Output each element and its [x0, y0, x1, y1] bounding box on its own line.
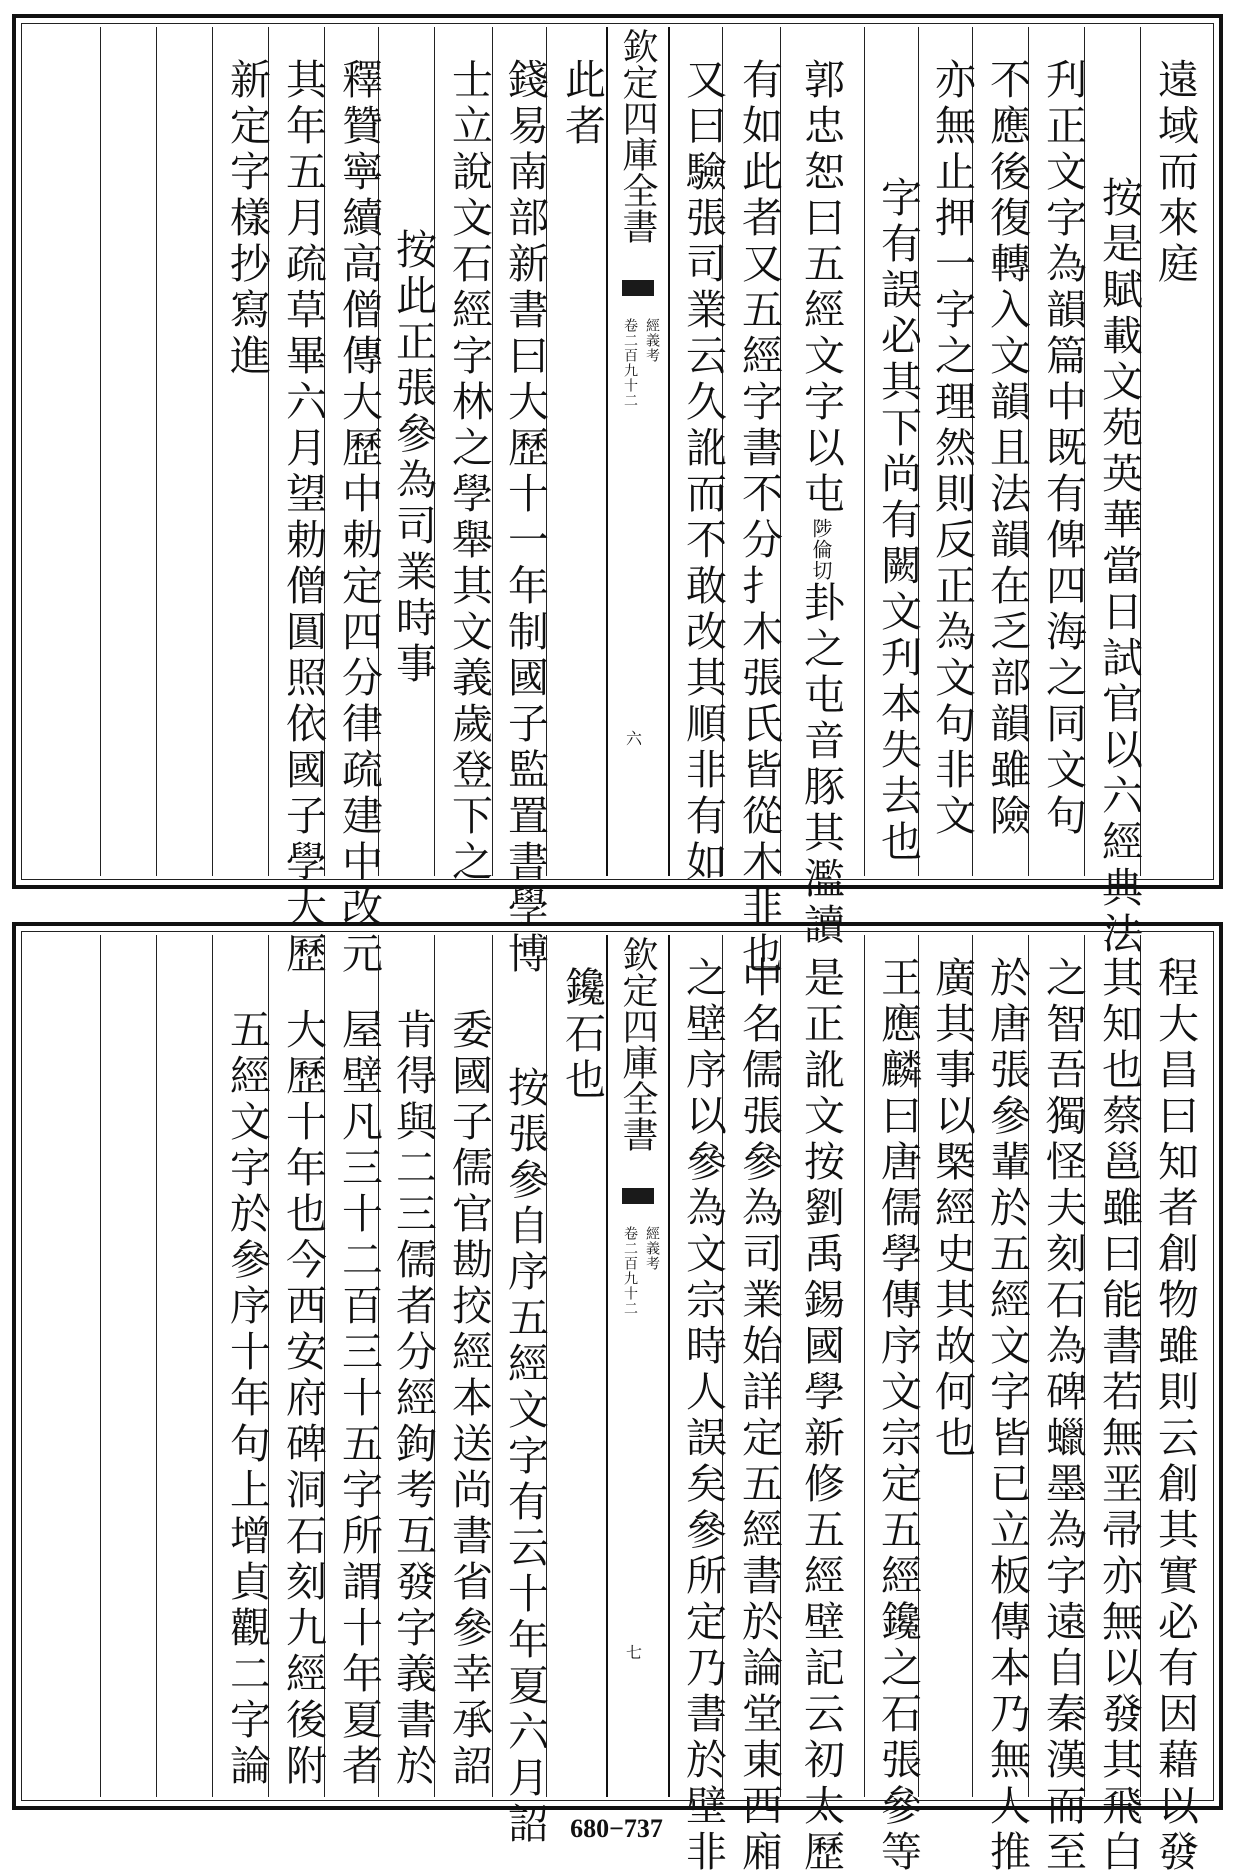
text-column: 不應後復轉入文韻且法韻在乏部韻雖險	[983, 58, 1031, 840]
text-segment: 卦之屯音豚其濫讀	[797, 581, 845, 949]
column-rule	[722, 935, 723, 1797]
text-column: 字有誤必其下尚有闕文刋本失去也	[874, 176, 922, 866]
column-rule	[918, 27, 919, 876]
text-column: 程大昌曰知者創物雖則云創其實必有因藉以發	[1151, 956, 1199, 1876]
text-column: 委國子儒官勘挍經本送尚書省參幸承詔	[445, 1008, 493, 1790]
text-column: 士立說文石經字林之學舉其文義歲登下之	[445, 58, 493, 886]
column-rule	[434, 935, 435, 1797]
center-margin-rule-left	[606, 27, 608, 876]
text-column: 大歷十年也今西安府碑洞石刻九經後附	[279, 1008, 327, 1790]
inline-note-line: 陟倫	[809, 518, 833, 560]
text-column: 於唐張參輩於五經文字皆已立板傳本乃無人推	[983, 956, 1031, 1876]
text-column: 按是賦載文苑英華當日試官以六經典法	[1095, 176, 1143, 958]
text-column: 王應麟曰唐儒學傳序文宗定五經鑱之石張參等	[874, 956, 922, 1876]
text-column: 屋壁凡三十二百三十五字所謂十年夏者	[335, 1008, 383, 1790]
column-rule	[378, 27, 379, 876]
text-segment: 郭忠恕曰五經文字以屯	[797, 58, 845, 518]
text-column: 之壁序以參為文宗時人誤矣參所定乃書於壁非	[679, 956, 727, 1876]
text-column: 其知也蔡邕雖曰能書若無垩帚亦無以發其飛白	[1095, 956, 1143, 1876]
text-column: 按張參自序五經文字有云十年夏六月詔	[501, 1066, 549, 1848]
inline-note-line: 切	[809, 560, 833, 581]
text-column: 其年五月疏草畢六月望勅僧圓照依國子學大歷	[279, 58, 327, 978]
fishtail-mark	[622, 1188, 654, 1204]
column-rule	[722, 27, 723, 876]
center-margin-rule-left	[606, 935, 608, 1797]
column-rule	[1084, 27, 1085, 876]
page-number: 七	[626, 1643, 643, 1662]
column-rule	[972, 27, 973, 876]
center-margin-rule-right	[668, 27, 670, 876]
column-rule	[492, 935, 493, 1797]
column-rule	[864, 27, 865, 876]
text-column: 五經文字於參序十年句上增貞觀二字論	[223, 1008, 271, 1790]
column-rule	[100, 27, 101, 876]
text-column: 釋贊寧續高僧傳大歷中勅定四分律疏建中改元	[335, 58, 383, 978]
column-rule	[492, 27, 493, 876]
column-rule	[434, 27, 435, 876]
text-column: 中名儒張參為司業始詳定五經書於論堂東西廂	[735, 956, 783, 1876]
margin-book-title: 欽定四庫全書	[617, 28, 658, 244]
column-rule	[378, 935, 379, 1797]
text-column: 肯得與二三儒者分經鉤考互發字義書於	[389, 1008, 437, 1790]
text-column: 按此正張參為司業時事	[389, 228, 437, 688]
fishtail-mark	[622, 280, 654, 296]
column-rule	[212, 935, 213, 1797]
column-rule	[324, 27, 325, 876]
text-column: 刋正文字為韻篇中既有俾四海之同文句	[1039, 58, 1087, 840]
column-rule	[1028, 27, 1029, 876]
text-column: 是正訛文按劉禹錫國學新修五經壁記云初太歷	[797, 956, 845, 1876]
margin-book-title: 欽定四庫全書	[617, 936, 658, 1152]
text-column: 遠域而來庭	[1151, 58, 1199, 288]
text-column-with-note	[798, 58, 844, 949]
column-rule	[1140, 27, 1141, 876]
column-rule	[156, 935, 157, 1797]
text-column: 之智吾獨怪夫刻石為碑蠟墨為字遠自秦漢而至	[1039, 956, 1087, 1876]
column-rule	[212, 27, 213, 876]
column-rule	[1084, 935, 1085, 1797]
text-column: 鑱石也	[558, 966, 606, 1104]
column-rule	[324, 935, 325, 1797]
text-column: 新定字樣抄寫進	[223, 58, 271, 380]
column-rule	[546, 935, 547, 1797]
column-rule	[268, 935, 269, 1797]
text-column: 錢易南部新書曰大歷十一年制國子監置書學博	[501, 58, 549, 978]
column-rule	[972, 935, 973, 1797]
margin-book-name: 經義考	[644, 318, 660, 363]
text-column: 有如此者又五經字書不分扌木張氏皆從木非也	[735, 58, 783, 978]
inline-note	[810, 518, 831, 581]
column-rule	[780, 935, 781, 1797]
column-rule	[156, 27, 157, 876]
column-rule	[1028, 935, 1029, 1797]
column-rule	[780, 27, 781, 876]
text-column: 又曰驗張司業云久訛而不敢改其順非有如	[679, 58, 727, 886]
page-footer-number: 680−737	[570, 1814, 663, 1843]
margin-juan-number: 卷二百九十二	[622, 318, 638, 408]
column-rule	[268, 27, 269, 876]
text-column: 此者	[558, 58, 606, 150]
center-margin-rule-right	[668, 935, 670, 1797]
page-number: 六	[626, 729, 643, 748]
column-rule	[546, 27, 547, 876]
margin-book-name: 經義考	[644, 1226, 660, 1271]
text-column: 亦無止押一字之理然則反正為文句非文	[928, 58, 976, 840]
top-page-frame	[12, 14, 1223, 978]
column-rule	[918, 935, 919, 1797]
column-rule	[864, 935, 865, 1797]
column-rule	[100, 935, 101, 1797]
text-column: 廣其事以槩經史其故何也	[928, 956, 976, 1462]
column-rule	[1140, 935, 1141, 1797]
margin-juan-number: 卷二百九十二	[622, 1226, 638, 1316]
